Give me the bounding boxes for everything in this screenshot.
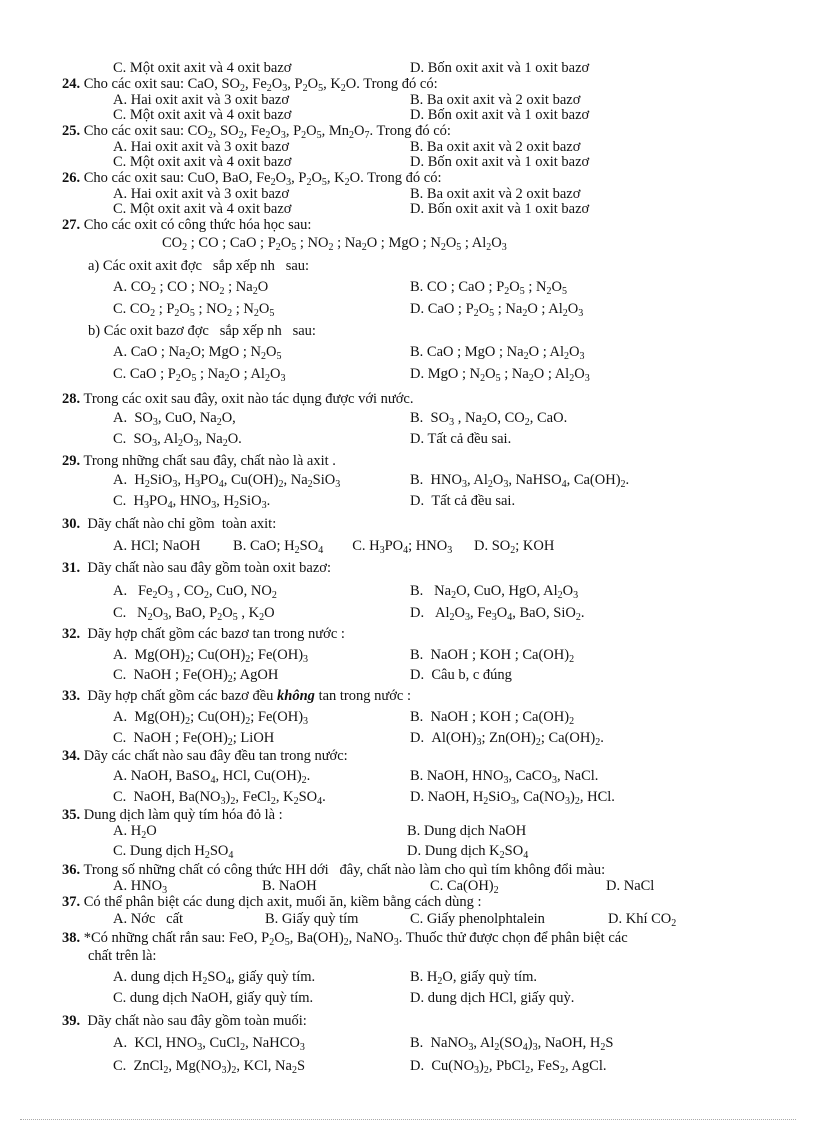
text-line: D. Bốn oxit axit và 1 oxit bazơ [410,201,590,217]
text-line: D. NaOH, $H_2SiO_3$, $Ca(NO_3)_2$, HCl. [410,789,615,807]
text-line: 25. Cho các oxit sau: $CO_2$, $SO_2$, $Fe_2O_3$, $P_2O_5$, $Mn_2O_7$. Trong đó có: [62,123,451,141]
text-line: D. $Al(OH)_3$; $Zn(OH)_2$; $Ca(OH)_2$. [410,730,604,748]
text-line: C. $H_3PO_4$, $HNO_3$, $H_2SiO_3$. [113,493,271,511]
text-line: A. $SO_3$, CuO, $Na_2O$, [113,410,236,428]
text-line: A. KCl, $HNO_3$, CuCl$_2$, NaHCO$_3$ [113,1035,305,1053]
text-line: D. Bốn oxit axit và 1 oxit bazơ [410,107,590,123]
text-line: D. Tất cả đều sai. [410,431,512,447]
text-line: D. Khí $CO_2$ [608,911,677,929]
text-line: 39. Dãy chất nào sau đây gồm toàn muối: [62,1013,307,1029]
text-line: D. Câu b, c đúng [410,667,512,683]
text-line: 27. Cho các oxit có công thức hóa học sau: [62,217,312,233]
text-line: D. Dung dịch $K_2SO_4$ [407,843,529,861]
text-line: C. NaOH, $Ba(NO_3)_2$, FeCl$_2$, $K_2SO_4$. [113,789,326,807]
text-line: B. NaOH ; KOH ; $Ca(OH)_2$ [410,647,575,665]
text-line: C. $CO_2$ ; $P_2O_5$ ; $NO_2$ ; $N_2O_5$ [113,301,275,319]
text-line: D. MgO ; $N_2O_5$ ; $Na_2O$ ; $Al_2O_3$ [410,366,590,384]
text-line: C. $SO_3$, $Al_2O_3$, $Na_2O$. [113,431,242,449]
text-line: 33. Dãy hợp chất gồm các bazơ đều không tan trong nước : [62,688,411,704]
text-line: A. dung dịch $H_2SO_4$, giấy quỳ tím. [113,969,316,987]
text-line: D. Bốn oxit axit và 1 oxit bazơ [410,154,590,170]
text-line: A. Hai oxit axit và 3 oxit bazơ [113,139,289,155]
text-line: a) Các oxit axit đợc sắp xếp nh sau: [88,258,310,274]
text-line: B. NaOH [262,878,317,894]
text-line: B. $SO_3$ , $Na_2O$, $CO_2$, CaO. [410,410,568,428]
text-line: A. $HNO_3$ [113,878,168,896]
text-line: C. $Ca(OH)_2$ [430,878,499,896]
text-line: A. $H_2SiO_3$, $H_3PO_4$, $Cu(OH)_2$, $Na_2SiO_3$ [113,472,341,490]
text-line: B. Ba oxit axit và 2 oxit bazơ [410,92,581,108]
text-line: 30. Dãy chất nào chỉ gồm toàn axit: [62,516,277,532]
text-line: A. Hai oxit axit và 3 oxit bazơ [113,92,289,108]
text-line: B. CaO ; MgO ; $Na_2O$ ; $Al_2O_3$ [410,344,585,362]
text-line: A. $Mg(OH)_2$; $Cu(OH)_2$; $Fe(OH)_3$ [113,647,309,665]
text-line: A. NaOH, BaSO$_4$, HCl, $Cu(OH)_2$. [113,768,311,786]
text-line: C. NaOH ; $Fe(OH)_2$; LiOH [113,730,275,748]
text-line: D. CaO ; $P_2O_5$ ; $Na_2O$ ; $Al_2O_3$ [410,301,584,319]
text-line: A. Hai oxit axit và 3 oxit bazơ [113,186,289,202]
text-line: 29. Trong những chất sau đây, chất nào là axit . [62,453,336,469]
text-line: A. CaO ; $Na_2O$; MgO ; $N_2O_5$ [113,344,282,362]
text-line: 28. Trong các oxit sau đây, oxit nào tác dụng được với nước. [62,391,414,407]
text-line: C. $N_2O_3$, BaO, $P_2O_5$ , $K_2O$ [113,605,275,623]
text-line: B. Ba oxit axit và 2 oxit bazơ [410,186,581,202]
text-line: A. $Mg(OH)_2$; $Cu(OH)_2$; $Fe(OH)_3$ [113,709,309,727]
text-line: A. HCl; NaOH B. CaO; $H_2SO_4$ C. $H_3PO_4$; $HNO_3$ D. $SO_2$; KOH [113,538,555,556]
page-bottom-dotted-rule [20,1119,796,1120]
text-line: C. ZnCl$_2$, $Mg(NO_3)_2$, KCl, $Na_2S$ [113,1058,306,1076]
text-line: $CO_2$ ; CO ; CaO ; $P_2O_5$ ; $NO_2$ ; $Na_2O$ ; MgO ; $N_2O_5$ ; $Al_2O_3$ [162,235,507,253]
text-line: A. $Fe_2O_3$ , $CO_2$, CuO, $NO_2$ [113,583,277,601]
text-line: B. NaNO$_3$, $Al_2(SO_4)_3$, NaOH, $H_2S$ [410,1035,614,1053]
text-line: 36. Trong số những chất có công thức HH dới đây, chất nào làm cho quì tím không đổi màu: [62,862,606,878]
text-line: 38. *Có những chất rắn sau: FeO, $P_2O_5$, $Ba(OH)_2$, NaNO$_3$. Thuốc thử được chọn để phân biệt các [62,930,628,948]
text-line: D. $Al_2O_3$, $Fe_3O_4$, BaO, SiO$_2$. [410,605,585,623]
text-line: B. CO ; CaO ; $P_2O_5$ ; $N_2O_5$ [410,279,567,297]
text-line: C. Dung dịch $H_2SO_4$ [113,843,234,861]
text-line: B. NaOH, $HNO_3$, CaCO$_3$, NaCl. [410,768,599,786]
text-line: A. $CO_2$ ; CO ; $NO_2$ ; $Na_2O$ [113,279,269,297]
text-line: D. NaCl [606,878,655,894]
text-line: 24. Cho các oxit sau: CaO, $SO_2$, $Fe_2O_3$, $P_2O_5$, $K_2O$. Trong đó có: [62,76,438,94]
text-line: C. Giấy phenolphtalein [410,911,545,927]
text-line: B. $Na_2O$, CuO, HgO, $Al_2O_3$ [410,583,579,601]
text-line: B. $H_2O$, giấy quỳ tím. [410,969,538,987]
text-line: B. Ba oxit axit và 2 oxit bazơ [410,139,581,155]
text-line: D. Bốn oxit axit và 1 oxit bazơ [410,60,590,76]
text-line: A. $H_2O$ [113,823,157,841]
text-line: B. $HNO_3$, $Al_2O_3$, NaHSO$_4$, $Ca(OH)_2$. [410,472,630,490]
text-line: 26. Cho các oxit sau: CuO, BaO, $Fe_2O_3$, $P_2O_5$, $K_2O$. Trong đó có: [62,170,442,188]
text-line: b) Các oxit bazơ đợc sắp xếp nh sau: [88,323,316,339]
text-line: 35. Dung dịch làm quỳ tím hóa đỏ là : [62,807,283,823]
text-line: chất trên là: [88,948,157,964]
text-line: A. Nớc cất [113,911,184,927]
text-line: 34. Dãy các chất nào sau đây đều tan trong nước: [62,748,348,764]
text-line: D. Tất cả đều sai. [410,493,516,509]
text-line: D. $Cu(NO_3)_2$, PbCl$_2$, FeS$_2$, AgCl. [410,1058,607,1076]
text-line: C. Một oxit axit và 4 oxit bazơ [113,107,292,123]
text-line: B. Giấy quỳ tím [265,911,359,927]
text-line: C. Một oxit axit và 4 oxit bazơ [113,201,292,217]
text-line: B. NaOH ; KOH ; $Ca(OH)_2$ [410,709,575,727]
text-line: C. NaOH ; $Fe(OH)_2$; AgOH [113,667,279,685]
text-line: 32. Dãy hợp chất gồm các bazơ tan trong nước : [62,626,345,642]
text-line: C. CaO ; $P_2O_5$ ; $Na_2O$ ; $Al_2O_3$ [113,366,286,384]
text-line: 31. Dãy chất nào sau đây gồm toàn oxit bazơ: [62,560,332,576]
text-line: D. dung dịch HCl, giấy quỳ. [410,990,575,1006]
text-line: C. Một oxit axit và 4 oxit bazơ [113,154,292,170]
text-line: B. Dung dịch NaOH [407,823,527,839]
text-line: 37. Có thể phân biệt các dung dịch axit, muối ăn, kiềm bằng cách dùng : [62,894,482,910]
text-line: C. Một oxit axit và 4 oxit bazơ [113,60,292,76]
text-line: C. dung dịch NaOH, giấy quỳ tím. [113,990,314,1006]
